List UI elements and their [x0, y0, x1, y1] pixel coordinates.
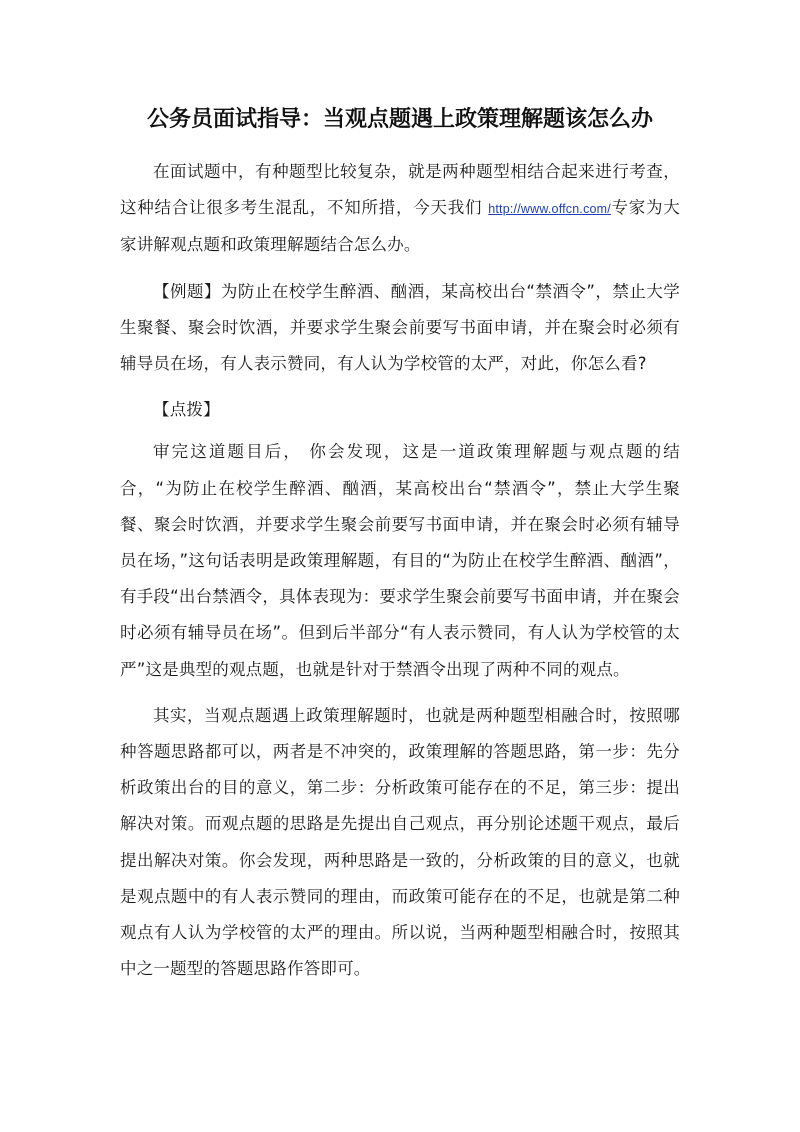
hint-label: 【点拨】	[153, 400, 220, 420]
analysis-paragraph: 审完这道题目后， 你会发现，这是一道政策理解题与观点题的结合，“为防止在校学生醉酒、酗酒，某高校出台“禁酒令”，禁止大学生聚餐、聚会时饮酒，并要求学生聚会前要写书面申请，并在聚会时必须有辅导员在场，”这句话表明是政策理解题，有目的“为防止在校学生醉酒、酗酒”，有手段“出台禁酒令，具体表现为：要求学生聚会前要写书面申请，并在聚会时必须有辅导员在场”。但到后半部分“有人表示赞同，有人认为学校管的太严”这是典型的观点题，也就是针对于禁酒令出现了两种不同的观点。	[120, 442, 680, 679]
conclusion-paragraph: 其实，当观点题遇上政策理解题时，也就是两种题型相融合时，按照哪种答题思路都可以，两者是不冲突的，政策理解的答题思路，第一步：先分析政策出台的目的意义，第二步：分析政策可能存在的不足，第三步：提出解决对策。而观点题的思路是先提出自己观点，再分别论述题干观点，最后提出解决对策。你会发现，两种思路是一致的，分析政策的目的意义，也就是观点题中的有人表示赞同的理由，而政策可能存在的不足，也就是第二种观点有人认为学校管的太严的理由。所以说，当两种题型相融合时，按照其中之一题型的答题思路作答即可。	[120, 705, 680, 979]
example-paragraph: 【例题】为防止在校学生醉酒、酗酒，某高校出台“禁酒令”，禁止大学生聚餐、聚会时饮酒，并要求学生聚会前要写书面申请，并在聚会时必须有辅导员在场，有人表示赞同，有人认为学校管的太严，对此，你怎么看?	[120, 281, 680, 374]
document-page	[120, 100, 680, 997]
intro-text-after-link: 专家为大家讲解观点题和政策理解题结合怎么办。	[120, 198, 680, 255]
intro-paragraph	[120, 154, 680, 264]
document-title: 公务员面试指导：当观点题遇上政策理解题该怎么办	[146, 107, 653, 132]
offcn-link[interactable]: http://www.offcn.com/	[488, 202, 611, 217]
intro-text-before-link: 在面试题中，有种题型比较复杂，就是两种题型相结合起来进行考查，这种结合让很多考生混乱，不知所措，今天我们	[120, 162, 680, 218]
